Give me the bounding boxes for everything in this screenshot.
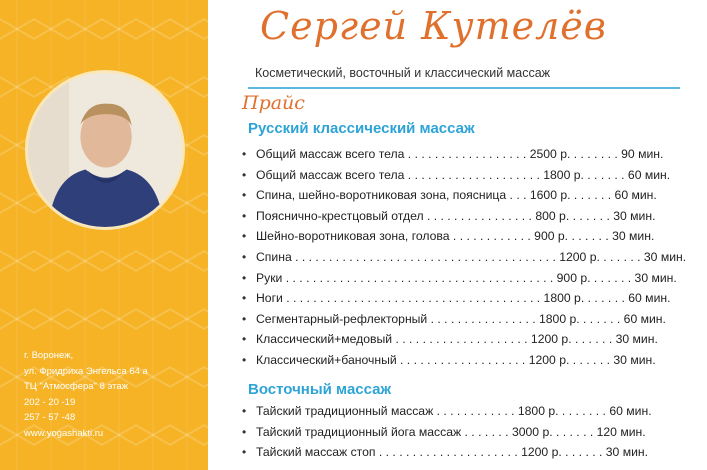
portrait-photo [25,70,185,230]
list-item-text: Руки . . . . . . . . . . . . . . . . . . . . . . . . . . . . . . . . . . . . . . . . 900 р. . . . . . . 30 мин. [256,270,677,285]
list-item [242,309,692,330]
list-item [242,350,692,371]
bullet-icon: • [242,352,247,367]
section-title-oriental: Восточный массаж [248,381,392,398]
contact-phone-2: 257 - 57 -48 [24,412,76,423]
list-item [242,206,692,227]
list-item-text: Спина . . . . . . . . . . . . . . . . . . . . . . . . . . . . . . . . . . . . . . . 1200 р. . . . . . . 30 мин. [256,249,687,264]
contacts [24,348,204,441]
section-title-classic: Русский классический массаж [248,120,475,137]
bullet-icon: • [242,445,247,460]
list-item [242,268,692,289]
list-item-text: Тайский массаж стоп . . . . . . . . . . . . . . . . . . . . . 1200 р. . . . . . . 30 мин. [256,445,649,460]
bullet-icon: • [242,167,247,182]
bullet-icon: • [242,332,247,347]
list-item [242,401,692,422]
bullet-icon: • [242,229,247,244]
price-list-oriental [242,401,692,463]
list-item [242,422,692,443]
list-item-text: Классический+баночный . . . . . . . . . . . . . . . . . . . 1200 р. . . . . . . 30 мин. [256,352,656,367]
bullet-icon: • [242,424,247,439]
bullet-icon: • [242,249,247,264]
page-subtitle: Косметический, восточный и классический массаж [255,66,551,80]
divider [248,87,680,89]
bullet-icon: • [242,291,247,306]
list-item [242,247,692,268]
list-item-text: Шейно-воротниковая зона, голова . . . . . . . . . . . . 900 р. . . . . . . 30 мин. [256,229,655,244]
list-item-text: Пояснично-крестцовый отдел . . . . . . . . . . . . . . . . 800 р. . . . . . . 30 мин. [256,208,656,223]
bullet-icon: • [242,311,247,326]
bullet-icon: • [242,147,247,161]
list-item-text: Тайский традиционный йога массаж . . . . . . . 3000 р. . . . . . . 120 мин. [256,424,646,439]
list-item [242,165,692,186]
contact-phone-1: 202 - 20 -19 [24,396,76,408]
list-item [242,288,692,309]
sidebar [0,0,208,470]
list-item-text: Общий массаж всего тела . . . . . . . . . . . . . . . . . . . . 1800 р. . . . . . . 60 мин. [256,167,671,182]
list-item-text: Общий массаж всего тела . . . . . . . . . . . . . . . . . . 2500 р. . . . . . . . 90 мин. [256,147,664,161]
bullet-icon: • [242,270,247,285]
contact-street: ул. Фридриха Энгельса 64 а [24,365,148,377]
list-item [242,226,692,247]
contact-website: www.yogashakti.ru [24,427,104,439]
list-item-text: Классический+медовый . . . . . . . . . . . . . . . . . . . . 1200 р. . . . . . . 30 мин. [256,332,658,347]
contact-city: г. Воронеж, [24,350,74,361]
price-list-classic [242,144,692,371]
main-content [208,0,707,470]
list-item [242,442,692,463]
list-item-text: Спина, шейно-воротниковая зона, поясница . . . 1600 р. . . . . . . 60 мин. [256,188,657,203]
bullet-icon: • [242,188,247,203]
list-item-text: Тайский традиционный массаж . . . . . . . . . . . . 1800 р. . . . . . . . 60 мин. [256,404,652,418]
list-item-text: Ноги . . . . . . . . . . . . . . . . . . . . . . . . . . . . . . . . . . . . . . 1800 р. . . . . . . 60 мин. [256,291,671,306]
contact-mall: ТЦ "Атмосфера" 8 этаж [24,381,129,392]
bullet-icon: • [242,404,247,418]
list-item-text: Сегментарный-рефлекторный . . . . . . . . . . . . . . . . 1800 р. . . . . . . 60 мин. [256,311,666,326]
list-item [242,329,692,350]
price-title: Прайс [242,92,305,114]
bullet-icon: • [242,208,247,223]
page-title: Сергей Кутелёв [260,4,607,48]
list-item [242,185,692,206]
list-item [242,144,692,165]
